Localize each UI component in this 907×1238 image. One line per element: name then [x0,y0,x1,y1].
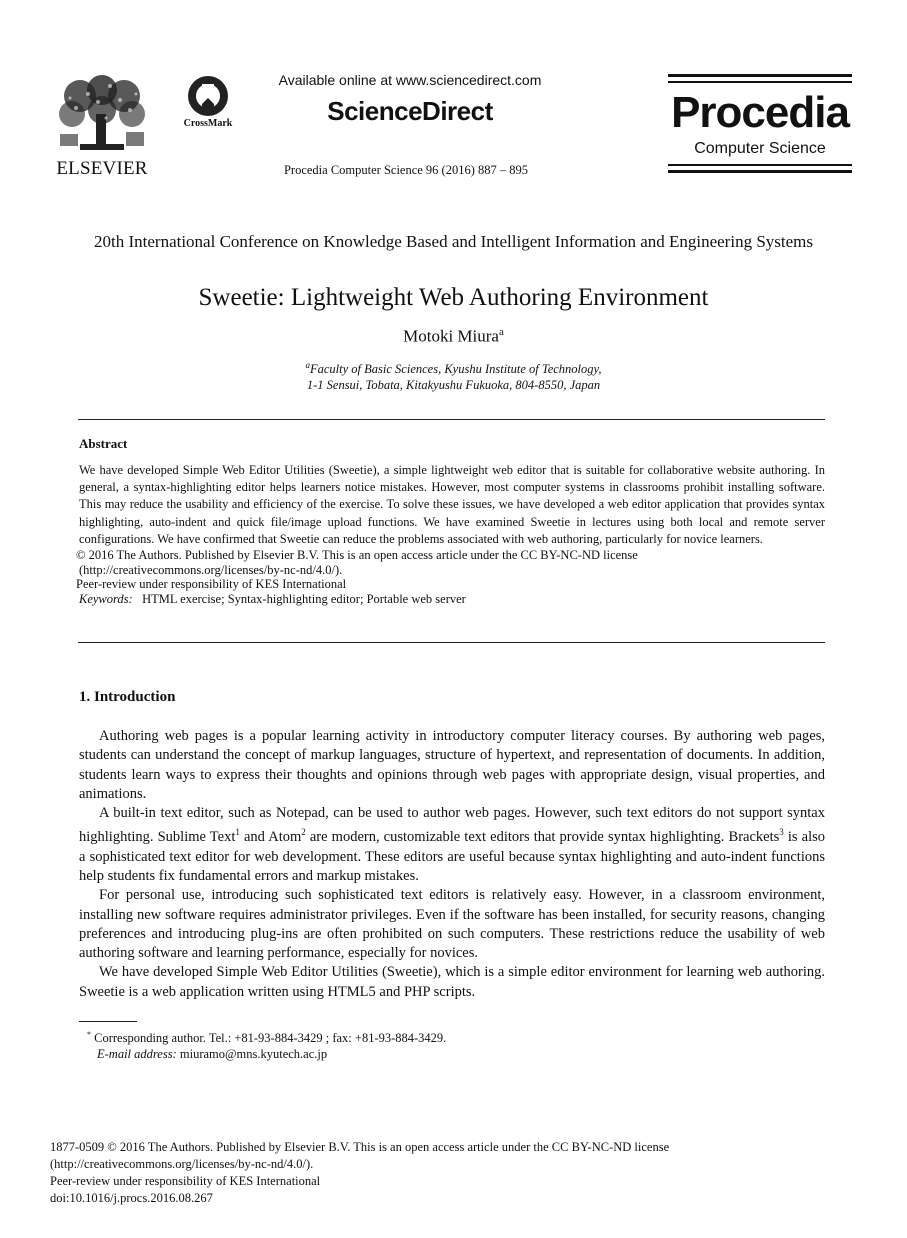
footnote-ref-1[interactable]: 1 [235,827,240,838]
intro-paragraph-4: We have developed Simple Web Editor Utilities (Sweetie), which is a simple editor environment for learning web authoring. Sweetie is a web application written using HTML5 and PHP scripts. [79,964,825,1000]
procedia-rule-top2 [668,81,852,83]
p2-part-c: are modern, customizable text editors that provide syntax highlighting. Brackets [305,829,780,846]
crossmark-label: CrossMark [183,118,233,129]
journal-citation: Procedia Computer Science 96 (2016) 887 – 895 [283,163,529,177]
section-heading-introduction: 1. Introduction [79,689,176,705]
elsevier-tree-icon [50,74,154,160]
crossmark-icon [176,74,240,118]
affil-sup: a [305,360,310,370]
abstract-block [76,462,825,606]
abstract-text: We have developed Simple Web Editor Utilities (Sweetie), a simple lightweight web editor that is suitable for collaborative website authoring. In general, a syntax-highlighting editor helps learners notice mistakes. However, most computer systems in classrooms prohibit installing software. This may reduce the usability and efficiency of the exercise. To solve these issues, we have developed a web editor application that provides syntax highlighting, auto-indent and quick file/image upload functions. We have examined Sweetie in lectures using both local and remote server configurations. We have confirmed that Sweetie can reduce the problems associated with web authoring, particularly for novice learners. [79,463,825,546]
author-sup: a [498,326,504,338]
keywords-text: HTML exercise; Syntax-highlighting editor; Portable web server [142,591,466,606]
procedia-logo [668,74,852,174]
crossmark-badge[interactable] [176,74,240,138]
procedia-title: Procedia [671,88,849,137]
introduction-body [79,727,825,1002]
available-online[interactable]: Available online at www.sciencedirect.com [278,72,542,88]
footer-doi[interactable]: doi:10.1016/j.procs.2016.08.267 [50,1191,213,1205]
elsevier-wordmark: ELSEVIER [56,158,148,179]
corresponding-author: Corresponding author. Tel.: +81-93-884-3429 ; fax: +81-93-884-3429. [91,1031,447,1046]
email-label: E-mail address: [97,1047,177,1062]
affiliation [40,358,867,393]
procedia-rule-bottom [668,164,852,166]
keywords-label: Keywords: [79,591,133,606]
license-link[interactable]: (http://creativecommons.org/licenses/by-nc-nd/4.0/). [79,562,343,577]
author-line [40,326,867,347]
conference-name: 20th International Conference on Knowledge Based and Intelligent Information and Engineering Systems [94,232,813,251]
keywords-line [79,592,825,607]
procedia-rule-top [668,74,852,77]
paper-title: Sweetie: Lightweight Web Authoring Environment [198,284,709,311]
footnote [87,1027,446,1062]
intro-paragraph-2 [79,804,825,886]
p2-part-b: and Atom [239,829,302,846]
copyright-line: © 2016 The Authors. Published by Elsevier B.V. This is an open access article under the CC BY-NC-ND license [76,548,638,563]
page-footer [50,1139,669,1207]
procedia-subtitle: Computer Science [694,140,826,157]
p2-part-a: A built-in text editor, such as Notepad, can be used to author web pages. However, such text editors do not support syntax highlighting. Sublime Text [79,805,825,846]
footer-peer-review: Peer-review under responsibility of KES International [50,1174,321,1188]
abstract-heading: Abstract [79,436,128,451]
affil-line2: 1-1 Sensui, Tobata, Kitakyushu Fukuoka, 804-8550, Japan [306,377,601,392]
sciencedirect-logo: ScienceDirect [327,96,493,126]
peer-review-line: Peer-review under responsibility of KES International [76,577,347,592]
intro-paragraph-1: Authoring web pages is a popular learning activity in introductory computer literacy courses. By authoring web pages, students can understand the concept of markup languages, structure of hypertext, and representation of documents. In addition, students learn ways to express their thoughts and opinions through web pages with appropriate design, visual properties, and animations. [79,728,825,802]
procedia-rule-bottom2 [668,170,852,173]
footer-license-link[interactable]: (http://creativecommons.org/licenses/by-nc-nd/4.0/). [50,1157,314,1171]
intro-paragraph-3: For personal use, introducing such sophisticated text editors is relatively easy. However, in a classroom environment, installing new software requires administrator privileges. Even if the software has been installed, for security reasons, changing preferences and introducing plug-ins are often prohibited on such computers. These restrictions reduce the usability of web authoring software and learning performance, especially for novices. [79,887,825,962]
elsevier-logo [50,74,154,178]
footer-issn-line: 1877-0509 © 2016 The Authors. Published by Elsevier B.V. This is an open access article under the CC BY-NC-ND license [50,1140,670,1154]
divider-top [78,419,825,420]
email-address[interactable]: miuramo@mns.kyutech.ac.jp [176,1047,328,1062]
author-name: Motoki Miura [403,326,499,346]
footnote-ref-3[interactable]: 3 [779,827,784,838]
footnote-ref-2[interactable]: 2 [301,827,306,838]
footnote-mark: * [87,1030,91,1039]
p2-part-d: is also a sophisticated text editor for web development. These editors are useful because syntax highlighting and auto-indent functions help students fix fundamental errors and markup mistakes. [79,829,826,884]
divider-bottom [78,642,825,643]
affil-line1: Faculty of Basic Sciences, Kyushu Institute of Technology, [310,362,602,377]
footnote-rule [79,1021,137,1022]
